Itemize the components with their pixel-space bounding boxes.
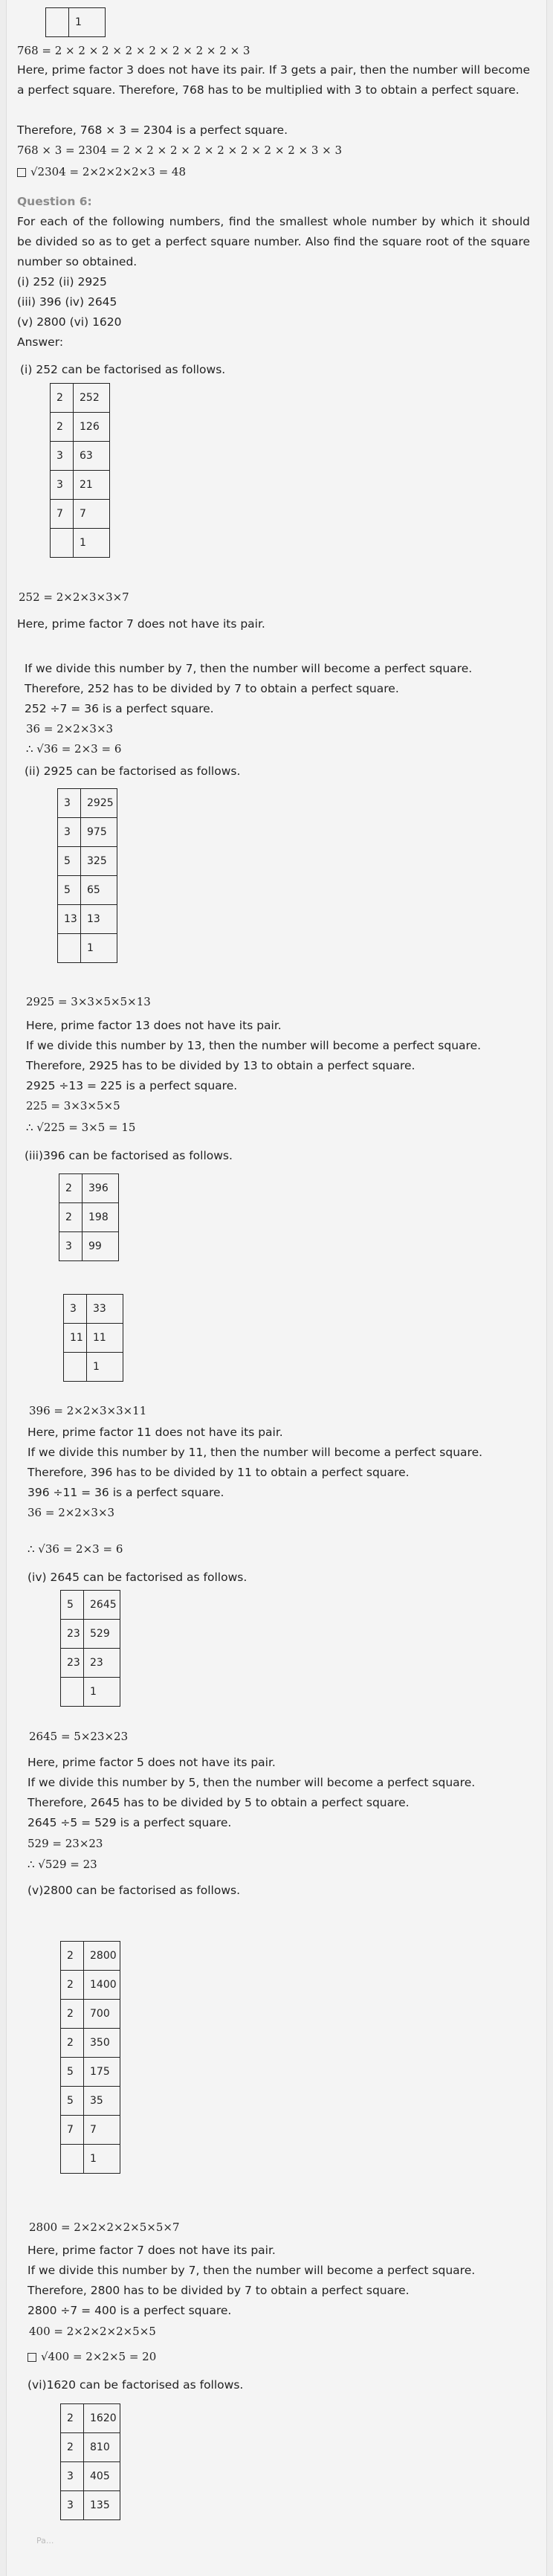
divisor-cell: 3	[58, 789, 81, 818]
question-part: (v) 2800 (vi) 1620	[17, 315, 122, 329]
table-row	[61, 2404, 120, 2433]
factor-table-1620	[60, 2403, 120, 2520]
checkbox-icon	[17, 168, 26, 177]
text-line: √400 = 2×2×5 = 20	[28, 2347, 156, 2367]
table-row	[61, 2058, 120, 2087]
text-line: If we divide this number by 7, then the number will become a perfect square.	[28, 2264, 476, 2277]
quotient-cell: 65	[81, 876, 117, 905]
divisor-cell	[61, 2145, 84, 2174]
text-line: If we divide this number by 7, then the number will become a perfect square.	[25, 662, 473, 675]
text-line: ∴ √529 = 23	[28, 1858, 97, 1871]
question-part: (iii) 396 (iv) 2645	[17, 295, 117, 309]
text-line: 400 = 2×2×2×2×5×5	[29, 2325, 156, 2338]
table-row	[51, 442, 110, 471]
quotient-cell: 1400	[84, 1971, 120, 2000]
quotient-cell: 126	[74, 413, 110, 442]
divisor-cell: 3	[58, 818, 81, 847]
table-row: 1	[46, 8, 106, 37]
table-row	[61, 1942, 120, 1971]
divisor-cell	[51, 529, 74, 558]
quotient-cell: 198	[83, 1203, 119, 1232]
table-row	[51, 500, 110, 529]
table-row	[61, 2000, 120, 2029]
text-line: 225 = 3×3×5×5	[26, 1099, 120, 1112]
question-text: For each of the following numbers, find the smallest whole number by which it should be divided so as to get a perfect square number. Also find the square root of the square number so obtained.	[17, 215, 530, 268]
checkbox-icon	[28, 2353, 36, 2362]
table-row	[51, 471, 110, 500]
table-row	[58, 789, 117, 818]
section-intro: (iii)396 can be factorised as follows.	[25, 1149, 233, 1162]
text-line: Here, prime factor 11 does not have its pair.	[28, 1426, 283, 1439]
quotient-cell: 63	[74, 442, 110, 471]
page-number: Pa...	[36, 2536, 54, 2546]
quotient-cell: 11	[87, 1324, 123, 1353]
quotient-cell: 1	[81, 934, 117, 963]
divisor-cell: 2	[61, 1971, 84, 2000]
table-row	[58, 847, 117, 876]
divisor-cell: 3	[61, 2491, 84, 2520]
factorisation-396: 396 = 2×2×3×3×11	[29, 1404, 147, 1417]
table-row	[61, 1591, 120, 1620]
document-page	[6, 0, 547, 2576]
text-line: Here, prime factor 7 does not have its pair.	[17, 617, 265, 631]
table-row	[61, 2491, 120, 2520]
divisor-cell: 3	[61, 2462, 84, 2491]
factorisation-2645: 2645 = 5×23×23	[29, 1730, 129, 1743]
divisor-cell: 2	[61, 2029, 84, 2058]
text-line: 396 ÷11 = 36 is a perfect square.	[28, 1486, 224, 1499]
text-line: 2925 ÷13 = 225 is a perfect square.	[26, 1079, 238, 1092]
question-part: (i) 252 (ii) 2925	[17, 275, 107, 289]
factor-table-top	[45, 7, 106, 37]
quotient-cell: 23	[84, 1649, 120, 1678]
section-intro: (v)2800 can be factorised as follows.	[28, 1884, 241, 1897]
factor-table-252	[50, 383, 110, 558]
table-row	[61, 2462, 120, 2491]
text-line: Therefore, 252 has to be divided by 7 to obtain a perfect square.	[25, 682, 399, 695]
quotient-cell: 396	[83, 1174, 119, 1203]
table-row	[51, 413, 110, 442]
quotient-cell: 175	[84, 2058, 120, 2087]
table-row	[61, 1971, 120, 2000]
factorisation-2925: 2925 = 3×3×5×5×13	[26, 995, 151, 1008]
text-line: Therefore, 2645 has to be divided by 5 to obtain a perfect square.	[28, 1796, 410, 1809]
section-intro: (ii) 2925 can be factorised as follows.	[25, 764, 241, 778]
divisor-cell	[61, 1678, 84, 1707]
divisor-cell: 3	[64, 1295, 87, 1324]
text-line: Therefore, 396 has to be divided by 11 to obtain a perfect square.	[28, 1466, 410, 1479]
text-line: 36 = 2×2×3×3	[28, 1506, 115, 1519]
divisor-cell: 5	[61, 1591, 84, 1620]
quotient-cell: 700	[84, 2000, 120, 2029]
text-line: Here, prime factor 13 does not have its pair.	[26, 1019, 282, 1032]
table-row	[61, 1678, 120, 1707]
divisor-cell: 2	[61, 2404, 84, 2433]
text-line: Therefore, 2925 has to be divided by 13 to obtain a perfect square.	[26, 1059, 415, 1072]
quotient-cell: 13	[81, 905, 117, 934]
divisor-cell: 2	[61, 1942, 84, 1971]
text-line: ∴ √225 = 3×5 = 15	[26, 1121, 136, 1134]
divisor-cell: 2	[59, 1203, 83, 1232]
divisor-cell: 2	[51, 413, 74, 442]
text-line: 252 ÷7 = 36 is a perfect square.	[25, 702, 214, 715]
question-title: Question 6:	[17, 195, 92, 208]
text-line: 2645 ÷5 = 529 is a perfect square.	[28, 1816, 232, 1829]
factor-table-396-a	[59, 1173, 119, 1261]
divisor-cell: 5	[61, 2087, 84, 2116]
table-row	[58, 905, 117, 934]
divisor-cell: 2	[59, 1174, 83, 1203]
divisor-cell: 23	[61, 1620, 84, 1649]
text-line: 2800 ÷7 = 400 is a perfect square.	[28, 2304, 232, 2317]
text-line: If we divide this number by 5, then the number will become a perfect square.	[28, 1776, 476, 1789]
divisor-cell: 7	[61, 2116, 84, 2145]
quotient-cell: 810	[84, 2433, 120, 2462]
table-row	[51, 384, 110, 413]
answer-label: Answer:	[17, 335, 64, 349]
text-line: Here, prime factor 5 does not have its pair.	[28, 1756, 276, 1769]
divisor-cell	[64, 1353, 87, 1382]
divisor-cell: 2	[61, 2433, 84, 2462]
table-row	[61, 2116, 120, 2145]
divisor-cell: 7	[51, 500, 74, 529]
quotient-cell: 2645	[84, 1591, 120, 1620]
factor-table-2800	[60, 1941, 120, 2174]
section-intro: (iv) 2645 can be factorised as follows.	[28, 1571, 248, 1584]
text-line: ∴ √36 = 2×3 = 6	[28, 1542, 123, 1556]
text-line: Here, prime factor 7 does not have its pair.	[28, 2244, 276, 2257]
text-line: ∴ √36 = 2×3 = 6	[26, 742, 122, 756]
quotient-cell: 1	[84, 2145, 120, 2174]
paragraph: Therefore, 768 × 3 = 2304 is a perfect square.	[17, 123, 288, 137]
divisor-cell: 5	[58, 876, 81, 905]
text-line: Therefore, 2800 has to be divided by 7 to obtain a perfect square.	[28, 2284, 410, 2297]
text-line: If we divide this number by 13, then the number will become a perfect square.	[26, 1039, 482, 1052]
table-row	[59, 1174, 119, 1203]
table-row	[61, 2029, 120, 2058]
divisor-cell: 2	[61, 2000, 84, 2029]
table-row	[64, 1324, 123, 1353]
divisor-cell: 23	[61, 1649, 84, 1678]
quotient-cell: 325	[81, 847, 117, 876]
eq-2304: 768 × 3 = 2304 = 2 × 2 × 2 × 2 × 2 × 2 × 2 × 2 × 3 × 3	[17, 144, 343, 157]
quotient-cell: 35	[84, 2087, 120, 2116]
text-line: 529 = 23×23	[28, 1837, 103, 1850]
divisor-cell: 2	[51, 384, 74, 413]
divisor-cell	[58, 934, 81, 963]
sqrt-2304: √2304 = 2×2×2×2×3 = 48	[17, 162, 186, 182]
table-row	[61, 2433, 120, 2462]
divisor-cell: 11	[64, 1324, 87, 1353]
table-row	[59, 1232, 119, 1261]
quotient-cell: 33	[87, 1295, 123, 1324]
table-row	[64, 1353, 123, 1382]
factorisation-252: 252 = 2×2×3×3×7	[19, 590, 129, 604]
table-row	[61, 1620, 120, 1649]
section-intro: (vi)1620 can be factorised as follows.	[28, 2378, 244, 2392]
quotient-cell: 7	[74, 500, 110, 529]
factor-table-2925	[57, 788, 117, 963]
table-row	[58, 934, 117, 963]
quotient-cell: 1	[74, 529, 110, 558]
table-row	[64, 1295, 123, 1324]
divisor-cell: 3	[59, 1232, 83, 1261]
quotient-cell: 2800	[84, 1942, 120, 1971]
quotient-cell: 1620	[84, 2404, 120, 2433]
quotient-cell: 135	[84, 2491, 120, 2520]
quotient-cell: 405	[84, 2462, 120, 2491]
quotient-cell: 7	[84, 2116, 120, 2145]
quotient-cell: 252	[74, 384, 110, 413]
quotient-cell: 21	[74, 471, 110, 500]
quotient-cell: 975	[81, 818, 117, 847]
factor-table-396-b	[63, 1294, 123, 1382]
quotient-cell: 529	[84, 1620, 120, 1649]
table-row	[61, 2145, 120, 2174]
table-row	[58, 876, 117, 905]
table-row	[51, 529, 110, 558]
divisor-cell: 3	[51, 442, 74, 471]
divisor-cell: 5	[61, 2058, 84, 2087]
paragraph: Here, prime factor 3 does not have its pair. If 3 gets a pair, then the number will become a perfect square. Therefore, 768 has to be multiplied with 3 to obtain a perfect square.	[17, 63, 530, 97]
table-row	[58, 818, 117, 847]
quotient-cell: 2925	[81, 789, 117, 818]
divisor-cell: 13	[58, 905, 81, 934]
section-intro: (i) 252 can be factorised as follows.	[20, 363, 226, 376]
quotient-cell: 1	[87, 1353, 123, 1382]
quotient-cell: 350	[84, 2029, 120, 2058]
table-row	[59, 1203, 119, 1232]
quotient-cell: 99	[83, 1232, 119, 1261]
factorisation-2800: 2800 = 2×2×2×2×5×5×7	[29, 2221, 180, 2234]
divisor-cell: 3	[51, 471, 74, 500]
text-line: 36 = 2×2×3×3	[26, 722, 114, 735]
table-row	[61, 2087, 120, 2116]
factor-table-2645	[60, 1590, 120, 1707]
text-line: If we divide this number by 11, then the number will become a perfect square.	[28, 1446, 483, 1459]
quotient-cell: 1	[84, 1678, 120, 1707]
eq-768: 768 = 2 × 2 × 2 × 2 × 2 × 2 × 2 × 2 × 3	[17, 44, 250, 57]
table-row	[61, 1649, 120, 1678]
divisor-cell: 5	[58, 847, 81, 876]
